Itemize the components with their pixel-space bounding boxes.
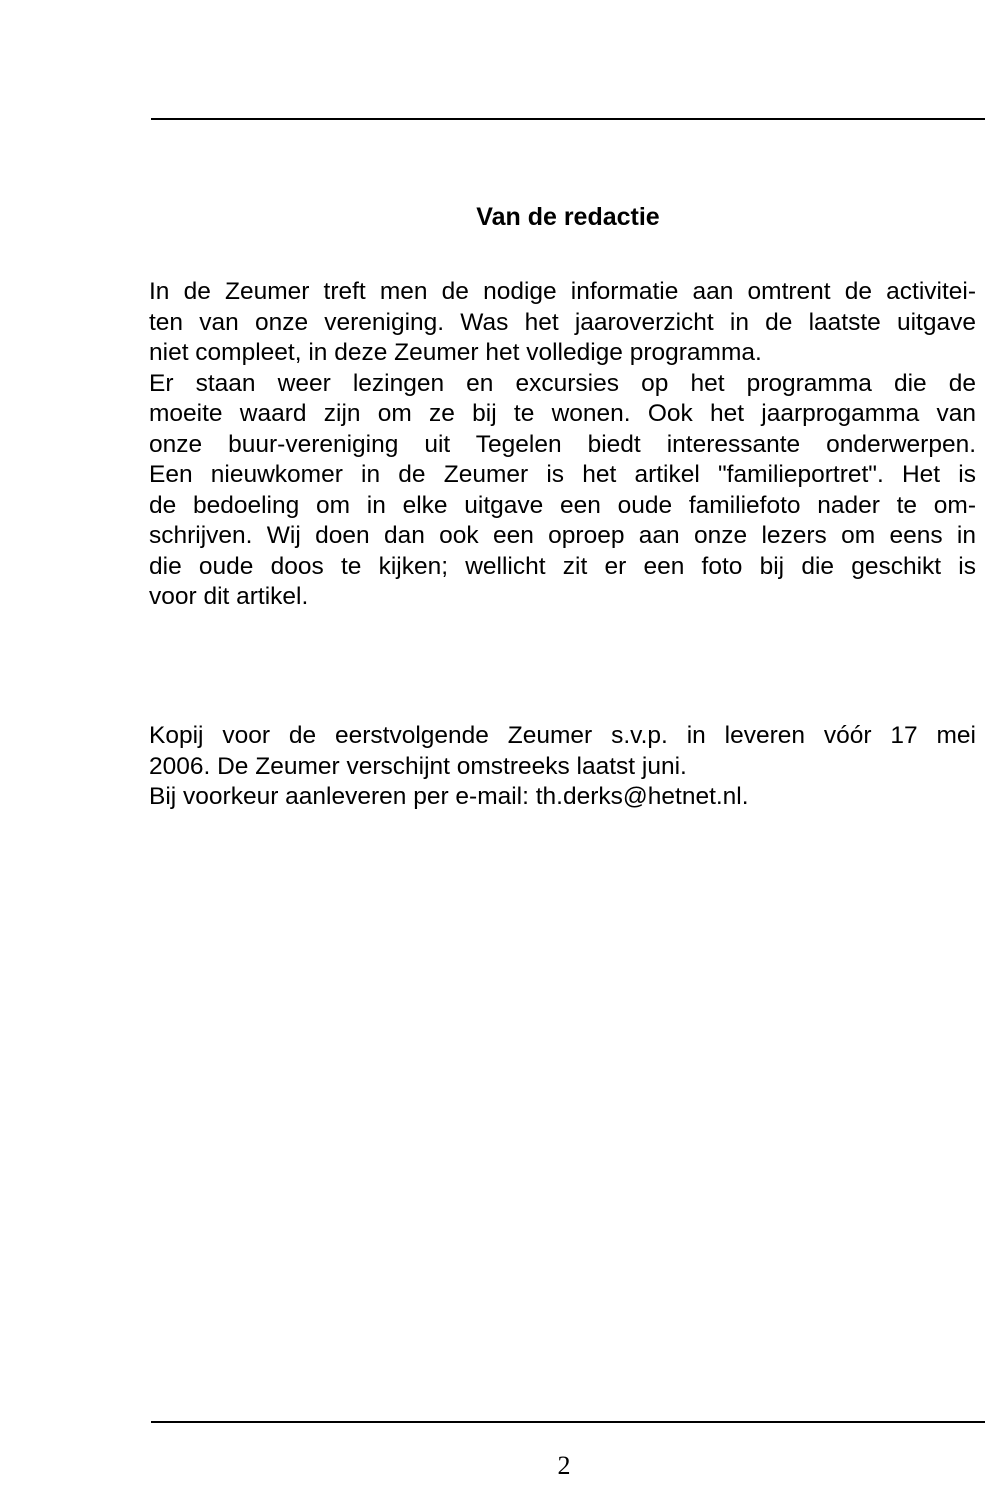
intro-line: niet compleet, in deze Zeumer het volledige programma. [149, 339, 762, 366]
intro-line: ten van onze vereniging. Was het jaaroverzicht in de laatste uitgave [149, 308, 976, 336]
page-title: Van de redactie [476, 203, 660, 231]
intro-line: Er staan weer lezingen en excursies op het programma die de [149, 369, 976, 397]
copy-line: Bij voorkeur aanleveren per e-mail: th.derks@hetnet.nl. [149, 783, 749, 810]
intro-line: moeite waard zijn om ze bij te wonen. Ook het jaarprogamma van [149, 400, 976, 427]
intro-line: Een nieuwkomer in de Zeumer is het artikel "familieportret". Het is [149, 461, 976, 488]
copy-line: 2006. De Zeumer verschijnt omstreeks laatst juni. [149, 752, 687, 780]
top-rule [151, 118, 985, 120]
page-number: 2 [557, 1451, 571, 1480]
intro-line: schrijven. Wij doen dan ook een oproep aan onze lezers om eens in [149, 522, 976, 549]
copy-line: Kopij voor de eerstvolgende Zeumer s.v.p. in leveren vóór 17 mei [149, 722, 976, 749]
intro-line: voor dit artikel. [149, 583, 309, 610]
copy-deadline-paragraph [149, 721, 976, 813]
bottom-rule [151, 1421, 985, 1423]
intro-line: onze buur-vereniging uit Tegelen biedt interessante onderwerpen. [149, 430, 976, 458]
intro-line: de bedoeling om in elke uitgave een oude familiefoto nader te om- [149, 491, 976, 519]
intro-line: die oude doos te kijken; wellicht zit er een foto bij die geschikt is [149, 552, 976, 580]
intro-line: In de Zeumer treft men de nodige informatie aan omtrent de activitei- [149, 278, 976, 305]
intro-paragraph [149, 277, 976, 613]
